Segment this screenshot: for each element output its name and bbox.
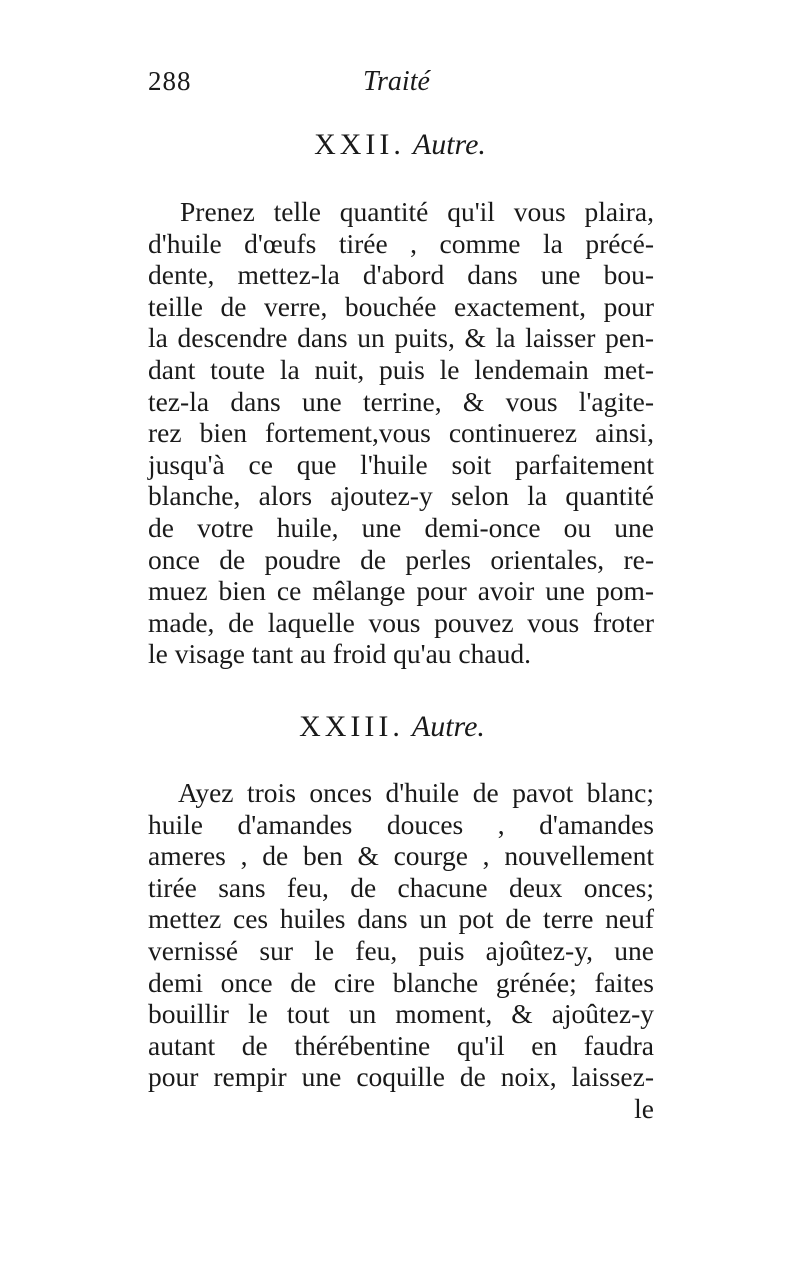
text-line: jusqu'à ce que l'huile soit parfaitement [148,448,654,480]
text-line: blanche, alors ajoutez-y selon la quantité [148,480,654,512]
text-line: de votre huile, une demi-once ou une [148,511,654,543]
text-line: ameres , de ben & courge , nouvellement [148,840,654,872]
text-line: autant de thérébentine qu'il en faudra [148,1029,654,1061]
text-line: dant toute la nuit, puis le lendemain met- [148,353,654,385]
text-line: tez-la dans une terrine, & vous l'agite- [148,385,654,417]
section-heading-xxii [0,128,800,162]
text-line: huile d'amandes douces , d'amandes [148,808,654,840]
text-line: Ayez trois onces d'huile de pavot blanc; [178,777,654,808]
text-line: once de poudre de perles orientales, re- [148,543,654,575]
text-line: d'huile d'œufs tirée , comme la précé- [148,227,654,259]
section-label: Autre. [412,128,486,161]
paragraph-xxii [148,196,654,670]
text-line: dente, mettez-la d'abord dans une bou- [148,259,654,291]
section-number: XXIII. [299,710,404,743]
section-heading-xxiii [0,710,792,744]
catchword: le [634,1092,654,1124]
text-line: la descendre dans un puits, & la laisser pen- [148,322,654,354]
paragraph-xxiii [148,777,654,1125]
section-number: XXII. [314,128,405,161]
text-line: Prenez telle quantité qu'il vous plaira, [180,196,654,227]
text-line: pour rempir une coquille de noix, laissez- [148,1061,654,1093]
text-line: le visage tant au froid qu'au chaud. [148,638,531,670]
text-line: tirée sans feu, de chacune deux onces; [148,871,654,903]
page-number: 288 [148,66,192,96]
running-head [148,66,658,106]
text-line: vernissé sur le feu, puis ajoûtez-y, une [148,934,654,966]
text-line: mettez ces huiles dans un pot de terre neuf [148,903,654,935]
text-line: demi once de cire blanche grénée; faites [148,966,654,998]
text-line: made, de laquelle vous pouvez vous froter [148,606,654,638]
running-title: Traité [363,66,430,97]
text-line: teille de verre, bouchée exactement, pour [148,290,654,322]
text-line: rez bien fortement,vous continuerez ainsi, [148,417,654,449]
section-label: Autre. [411,710,485,743]
text-line: bouillir le tout un moment, & ajoûtez-y [148,998,654,1030]
text-line: muez bien ce mêlange pour avoir une pom- [148,575,654,607]
